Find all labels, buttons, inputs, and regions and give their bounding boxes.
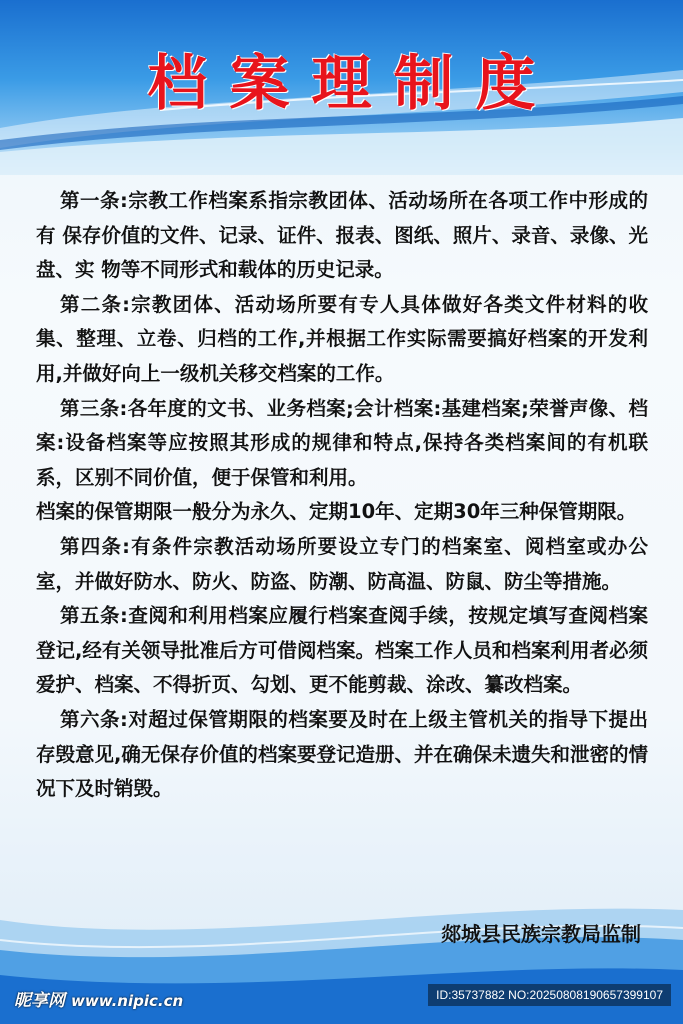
regulation-body (36, 184, 648, 807)
watermark-url: www.nipic.cn (71, 992, 184, 1010)
article-3-continued: 档案的保管期限一般分为永久、定期10年、定期30年三种保管期限。 (36, 500, 637, 524)
image-id-label: ID:35737882 NO:20250808190657399107 (428, 984, 671, 1006)
page-title: 档案理制度 (147, 49, 558, 119)
article-3: 第三条:各年度的文书、业务档案;会计档案:基建档案;荣誉声像、档案:设备档案等应按照其形成的规律和特点,保持各类档案间的有机联系，区别不同价值，便于保管和利用。 (36, 396, 648, 489)
article-6: 第六条:对超过保管期限的档案要及时在上级主管机关的指导下提出存毁意见,确无保存价值的档案要登记造册、并在确保未遗失和泄密的情况下及时销毁。 (36, 707, 648, 801)
watermark-logo: 昵享网 (14, 991, 65, 1011)
article-4: 第四条:有条件宗教活动场所要设立专门的档案室、阅档室或办公室，并做好防水、防火、防盗、防潮、防高温、防鼠、防尘等措施。 (36, 534, 648, 593)
site-watermark (14, 986, 183, 1011)
article-1: 第一条:宗教工作档案系指宗教团体、活动场所在各项工作中形成的有 保存价值的文件、记录、证件、报表、图纸、照片、录音、录像、光盘、实 物等不同形式和载体的历史记录。 (36, 189, 648, 282)
issuer-signature: 郯城县民族宗教局监制 (441, 922, 641, 946)
header-band (0, 0, 683, 175)
article-5: 第五条:查阅和利用档案应履行档案查阅手续，按规定填写查阅档案登记,经有关领导批准后方可借阅档案。档案工作人员和档案利用者必须爱护、档案、不得折页、勾划、更不能剪裁、涂改、纂改档案。 (36, 604, 648, 697)
article-2: 第二条:宗教团体、活动场所要有专人具体做好各类文件材料的收集、整理、立卷、归档的工作,并根据工作实际需要搞好档案的开发利用,并做好向上一级机关移交档案的工作。 (36, 292, 648, 385)
